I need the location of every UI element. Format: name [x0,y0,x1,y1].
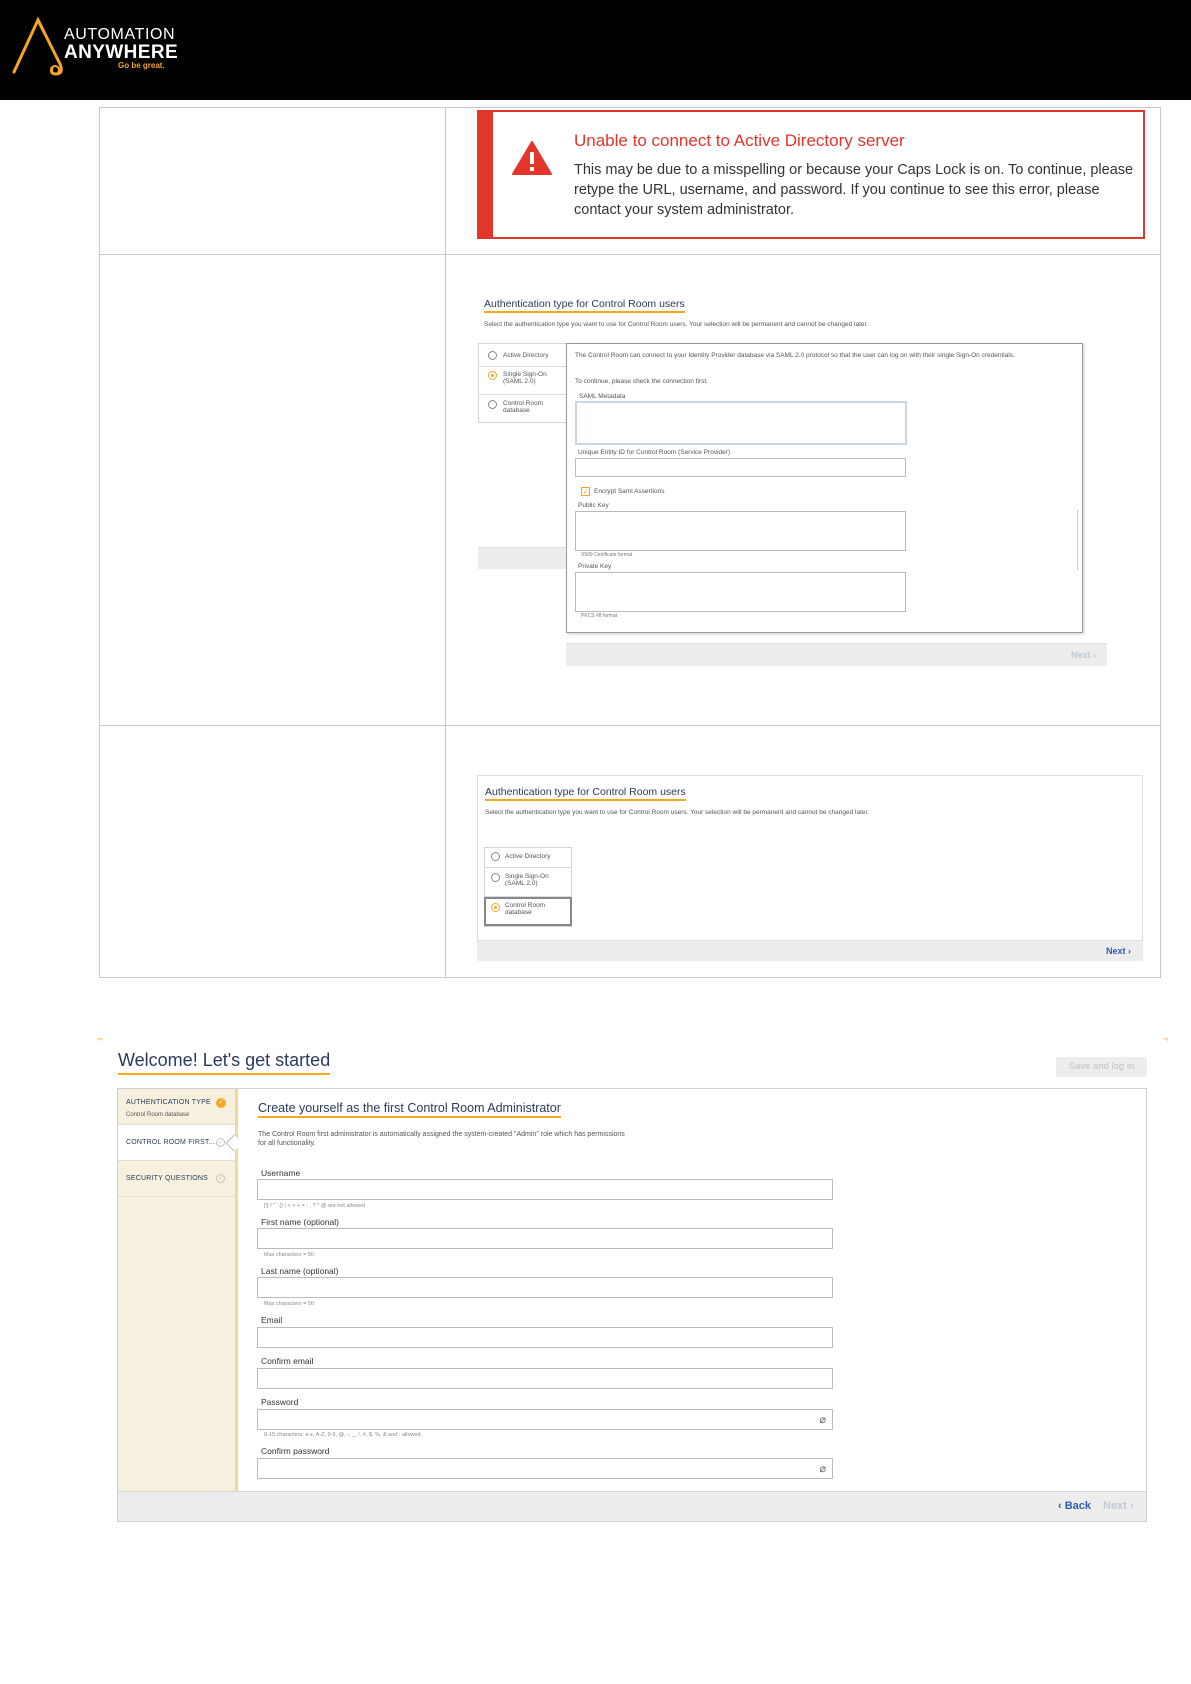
error-alert [477,110,1145,239]
last-name-label: Last name (optional) [261,1266,339,1276]
radio-control-room-database[interactable] [488,400,497,409]
error-title: Unable to connect to Active Directory server [574,131,905,150]
public-key-input[interactable] [575,511,906,551]
form-description: The Control Room first administrator is automatically assigned the system-created "Admin" role which has permissions for all functionality. [258,1131,625,1147]
last-name-hint: Max characters = 50 [264,1301,314,1307]
next-button[interactable]: Next › [1103,1500,1134,1512]
saml-description: The Control Room can connect to your Identity Provider database via SAML 2.0 protocol so that the user can log on with their single Sign-On credentials. [575,352,1015,359]
option-label: Active Directory [503,352,549,359]
radio-active-directory[interactable] [491,852,500,861]
username-label: Username [261,1168,301,1178]
last-name-input[interactable] [257,1277,833,1298]
saml-next-button[interactable]: Next › [1071,650,1097,660]
radio-control-room-database[interactable] [491,903,500,912]
public-key-label: Public Key [578,502,609,509]
email-input[interactable] [257,1327,833,1348]
check-complete-icon: ✓ [216,1098,226,1108]
confirm-password-input[interactable] [257,1458,833,1479]
header-bar [0,0,1191,100]
setup-steps-sidebar [118,1089,238,1491]
radio-single-sign-on[interactable] [488,371,497,380]
auth-subtitle-saml: Select the authentication type you want to use for Control Room users. Your selection will be permanent and cannot be changed later. [484,321,869,328]
welcome-title: Welcome! Let's get started [118,1050,330,1075]
saml-metadata-label: SAML Metadata [579,393,626,400]
check-pending-icon: ✓ [217,1140,224,1146]
table-row-divider [100,725,1160,726]
password-label: Password [261,1397,299,1407]
first-name-hint: Max characters = 50 [264,1252,314,1258]
confirm-password-label: Confirm password [261,1446,330,1456]
encrypt-checkbox[interactable]: ✓ [582,488,589,496]
radio-single-sign-on[interactable] [491,873,500,882]
auth-title-db: Authentication type for Control Room users [485,786,686,801]
entity-id-input[interactable] [575,458,906,477]
hide-password-icon[interactable]: ⌀ [819,1462,826,1475]
option-label: Active Directory [505,853,551,860]
private-key-hint: PKCS #8 format [581,613,618,619]
back-button[interactable]: ‹ Back [1058,1500,1092,1512]
warning-icon [511,140,553,176]
table-row-divider [100,254,1160,255]
db-footer-bar [477,940,1143,961]
step-authentication-type[interactable]: AUTHENTICATION TYPE ✓ Control Room database [118,1089,235,1125]
public-key-hint: X509 Certificate format [581,552,633,558]
first-name-input[interactable] [257,1228,833,1249]
error-message: This may be due to a misspelling or because your Caps Lock is on. To continue, please retype the URL, username, and password. If you continue to see this error, please contact your system administrator. [574,162,1134,218]
table-column-divider [445,108,446,977]
logo-tagline: Go be great. [118,61,165,70]
option-label: Control Room database [503,400,544,414]
saml-metadata-input[interactable] [575,401,907,445]
saml-continue-note: To continue, please check the connection first. [575,378,708,385]
username-hint: [!] / " ' {} | < > + = ; , ? * @ are not allowed [264,1203,366,1209]
entity-id-label: Unique Entity ID for Control Room (Service Provider) [578,449,731,456]
save-and-log-in-button[interactable]: Save and log in [1056,1057,1147,1077]
automation-anywhere-logo-icon [10,14,70,78]
auth-title-saml: Authentication type for Control Room users [484,298,685,313]
encrypt-label: Encrypt Saml Assertions [594,488,665,495]
error-accent-bar [479,112,493,237]
option-label: Control Room database [505,902,546,916]
option-label: Single Sign-On (SAML 2.0) [503,371,547,385]
saml-footer-bar [566,643,1107,666]
private-key-label: Private Key [578,563,612,570]
username-input[interactable] [257,1179,833,1200]
password-hint: 8-15 characters: a-z, A-Z, 0-9, @, -, _, !, #, $, %, & and . allowed [264,1432,421,1438]
check-pending-icon: ✓ [217,1176,224,1182]
hide-password-icon[interactable]: ⌀ [819,1413,826,1426]
auth-subtitle-db: Select the authentication type you want to use for Control Room users. Your selection will be permanent and cannot be changed later. [485,809,870,816]
logo-text-anywhere: ANYWHERE [64,42,179,63]
confirm-email-input[interactable] [257,1368,833,1389]
form-title: Create yourself as the first Control Room Administrator [258,1101,561,1118]
auth-db-panel [477,775,1143,960]
setup-footer-bar [118,1491,1146,1521]
password-input[interactable] [257,1409,833,1430]
first-name-label: First name (optional) [261,1217,339,1227]
step-control-room-first-admin[interactable]: CONTROL ROOM FIRST... ✓ [118,1125,235,1161]
confirm-email-label: Confirm email [261,1356,314,1366]
step-security-questions[interactable]: SECURITY QUESTIONS ✓ [118,1161,235,1197]
email-label: Email [261,1315,283,1325]
radio-active-directory[interactable] [488,351,497,360]
logo-text-automation: AUTOMATION [64,26,176,43]
db-next-button[interactable]: Next › [1106,946,1132,956]
private-key-input[interactable] [575,572,906,612]
option-label: Single Sign-On (SAML 2.0) [505,873,549,887]
